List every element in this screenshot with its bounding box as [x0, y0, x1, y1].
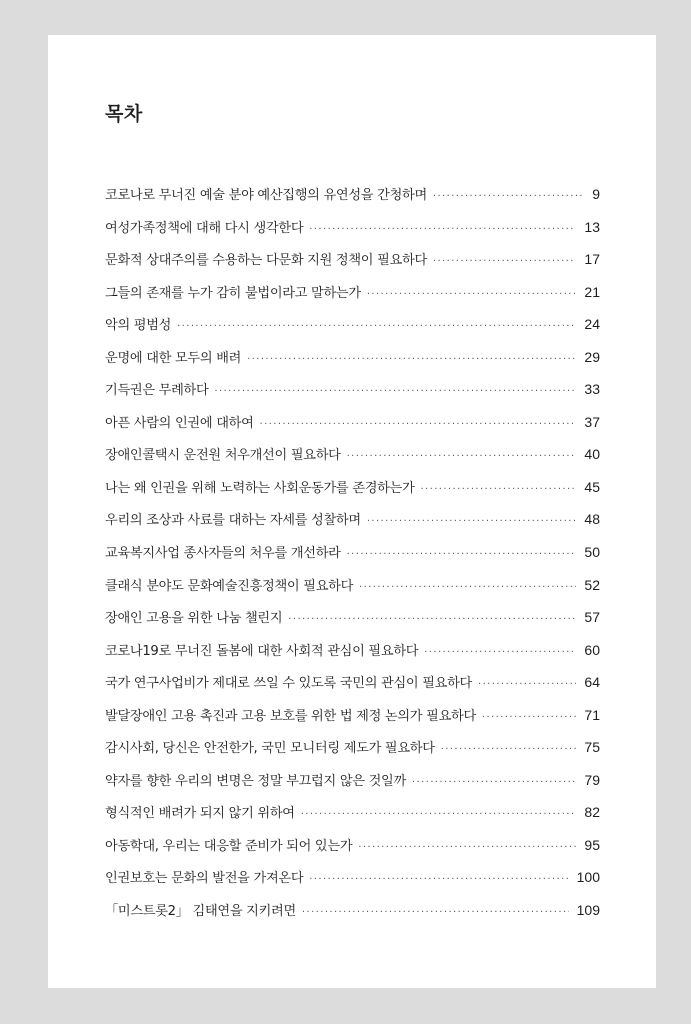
dot-leader — [260, 419, 577, 430]
toc-entry-title: 인권보호는 문화의 발전을 가져온다 — [105, 871, 304, 887]
toc-entry-title: 장애인콜택시 운전원 처우개선이 필요하다 — [105, 448, 341, 464]
toc-entry — [105, 477, 600, 510]
toc-entry-title: 장애인 고용을 위한 나눔 챌린지 — [105, 611, 283, 627]
toc-entry-title: 클래식 분야도 문화예술진흥정책이 필요하다 — [105, 578, 354, 594]
toc-entry — [105, 770, 600, 803]
toc-entry-page-number: 100 — [576, 869, 600, 886]
dot-leader — [214, 386, 576, 397]
toc-entry — [105, 412, 600, 445]
toc-entry-page-number: 9 — [592, 186, 600, 202]
toc-entry-title: 아픈 사람의 인권에 대하여 — [105, 415, 254, 431]
toc-entry — [105, 509, 600, 542]
toc-entry-title: 국가 연구사업비가 제대로 쓰일 수 있도록 국민의 관심이 필요하다 — [105, 676, 472, 692]
toc-entry-page-number: 75 — [584, 739, 600, 756]
toc-entry-title: 감시사회, 당신은 안전한가, 국민 모니터링 제도가 필요하다 — [105, 741, 435, 757]
table-of-contents — [105, 184, 600, 933]
toc-entry-title: 문화적 상대주의를 수용하는 다문화 지원 정책이 필요하다 — [105, 253, 427, 269]
dot-leader — [247, 354, 576, 365]
dot-leader — [412, 777, 577, 788]
toc-entry-title: 코로나로 무너진 예술 분야 예산집행의 유연성을 간청하며 — [105, 188, 427, 203]
dot-leader — [359, 582, 576, 593]
toc-entry — [105, 672, 600, 705]
toc-entry — [105, 347, 600, 380]
toc-entry — [105, 249, 600, 282]
toc-entry-page-number: 109 — [576, 902, 600, 919]
dot-leader — [420, 484, 576, 495]
dot-leader — [309, 224, 576, 235]
dot-leader — [482, 712, 577, 723]
toc-entry — [105, 705, 600, 738]
toc-entry-title: 약자를 향한 우리의 변명은 정말 부끄럽지 않은 것일까 — [105, 773, 406, 789]
toc-entry-title: 여성가족정책에 대해 다시 생각한다 — [105, 220, 304, 236]
toc-entry-page-number: 13 — [584, 218, 600, 235]
toc-entry — [105, 379, 600, 412]
dot-leader — [288, 614, 576, 625]
dot-leader — [433, 256, 577, 267]
toc-entry-title: 악의 평범성 — [105, 318, 172, 334]
toc-entry-title: 나는 왜 인권을 위해 노력하는 사회운동가를 존경하는가 — [105, 480, 415, 496]
toc-entry — [105, 900, 600, 933]
toc-entry — [105, 282, 600, 315]
toc-entry — [105, 867, 600, 900]
dot-leader — [347, 549, 577, 560]
toc-entry-title: 아동학대, 우리는 대응할 준비가 되어 있는가 — [105, 838, 353, 854]
toc-entry — [105, 444, 600, 477]
toc-entry — [105, 217, 600, 250]
toc-entry-page-number: 21 — [584, 283, 600, 300]
toc-entry-page-number: 29 — [584, 348, 600, 365]
toc-entry-page-number: 57 — [584, 609, 600, 626]
dot-leader — [302, 907, 569, 918]
toc-entry-page-number: 60 — [584, 641, 600, 658]
toc-entry-page-number: 64 — [584, 674, 600, 691]
book-page — [48, 35, 656, 988]
toc-entry-page-number: 37 — [584, 413, 600, 430]
toc-entry-page-number: 82 — [584, 804, 600, 821]
toc-entry — [105, 542, 600, 575]
toc-entry-page-number: 71 — [584, 706, 600, 723]
toc-entry-page-number: 33 — [584, 381, 600, 398]
toc-entry-title: 그들의 존재를 누가 감히 불법이라고 말하는가 — [105, 285, 361, 301]
toc-entry-title: 형식적인 배려가 되지 않기 위하여 — [105, 806, 295, 822]
dot-leader — [424, 647, 576, 658]
toc-entry-page-number: 52 — [584, 576, 600, 593]
toc-entry-title: 우리의 조상과 사료를 대하는 자세를 성찰하며 — [105, 513, 361, 529]
dot-leader — [441, 744, 577, 755]
toc-entry-page-number: 24 — [584, 316, 600, 333]
dot-leader — [358, 842, 576, 853]
toc-entry-page-number: 79 — [584, 771, 600, 788]
dot-leader — [367, 289, 577, 300]
dot-leader — [347, 451, 577, 462]
toc-entry — [105, 835, 600, 868]
toc-entry-page-number: 48 — [584, 511, 600, 528]
toc-entry — [105, 737, 600, 770]
toc-entry-title: 운명에 대한 모두의 배려 — [105, 350, 242, 366]
dot-leader — [478, 679, 576, 690]
toc-entry-page-number: 17 — [584, 251, 600, 268]
toc-entry — [105, 802, 600, 835]
toc-entry — [105, 640, 600, 673]
toc-entry-title: 발달장애인 고용 촉진과 고용 보호를 위한 법 제정 논의가 필요하다 — [105, 708, 476, 724]
toc-entry — [105, 607, 600, 640]
toc-entry — [105, 314, 600, 347]
toc-entry-page-number: 95 — [584, 836, 600, 853]
toc-entry-page-number: 45 — [584, 478, 600, 495]
toc-entry-title: 교육복지사업 종사자들의 처우를 개선하라 — [105, 546, 341, 562]
toc-entry-title: 「미스트롯2」 김태연을 지키려면 — [105, 904, 296, 920]
toc-entry-page-number: 40 — [584, 446, 600, 463]
dot-leader — [309, 874, 568, 885]
toc-entry-page-number: 50 — [584, 544, 600, 561]
dot-leader — [177, 321, 576, 332]
dot-leader — [433, 191, 584, 202]
toc-entry — [105, 184, 600, 217]
toc-entry — [105, 575, 600, 608]
toc-entry-title: 기득권은 무례하다 — [105, 383, 209, 399]
toc-entry-title: 코로나19로 무너진 돌봄에 대한 사회적 관심이 필요하다 — [105, 643, 419, 659]
dot-leader — [301, 809, 577, 820]
toc-heading: 목차 — [105, 103, 143, 125]
dot-leader — [367, 516, 577, 527]
